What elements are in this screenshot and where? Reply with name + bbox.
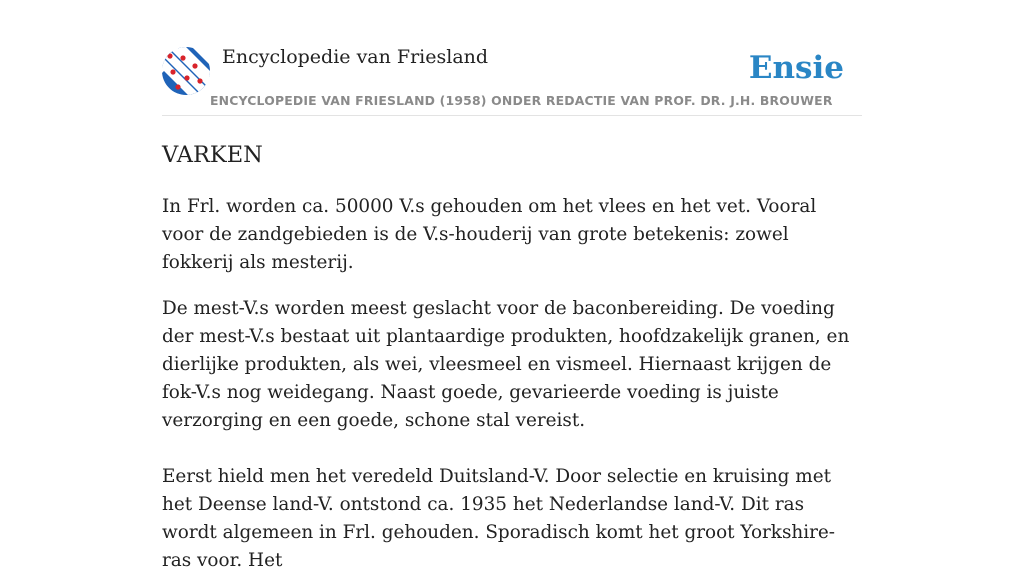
- site-subtitle: ENCYCLOPEDIE VAN FRIESLAND (1958) ONDER REDACTIE VAN PROF. DR. J.H. BROUWER: [210, 93, 833, 108]
- page: [162, 0, 862, 575]
- article-paragraph: In Frl. worden ca. 50000 V.s gehouden om het vlees en het vet. Vooral voor de zandgebieden is de V.s-houderij van grote betekenis: zowel fokkerij als mesterij.: [162, 196, 817, 273]
- site-title[interactable]: Encyclopedie van Friesland: [222, 46, 489, 68]
- frisian-flag-logo-icon[interactable]: [162, 47, 210, 95]
- article-title: VARKEN: [162, 142, 263, 168]
- article-paragraph: Eerst hield men het veredeld Duitsland-V. Door selectie en kruising met het Deense land-V. ontstond ca. 1935 het Nederlandse land-V. Dit ras wordt algemeen in Frl. gehouden. Sporadisch komt het groot Yorkshire-ras voor. Het: [162, 466, 835, 571]
- site-header: [162, 0, 862, 116]
- brand-logo-text[interactable]: Ensie: [748, 50, 844, 86]
- article-paragraph: De mest-V.s worden meest geslacht voor de baconbereiding. De voeding der mest-V.s bestaat uit plantaardige produkten, hoofdzakelijk granen, en dierlijke produkten, als wei, vleesmeel en vismeel. Hiernaast krijgen de fok-V.s nog weidegang. Naast goede, gevarieerde voeding is juiste verzorging en een goede, schone stal vereist.: [162, 298, 850, 431]
